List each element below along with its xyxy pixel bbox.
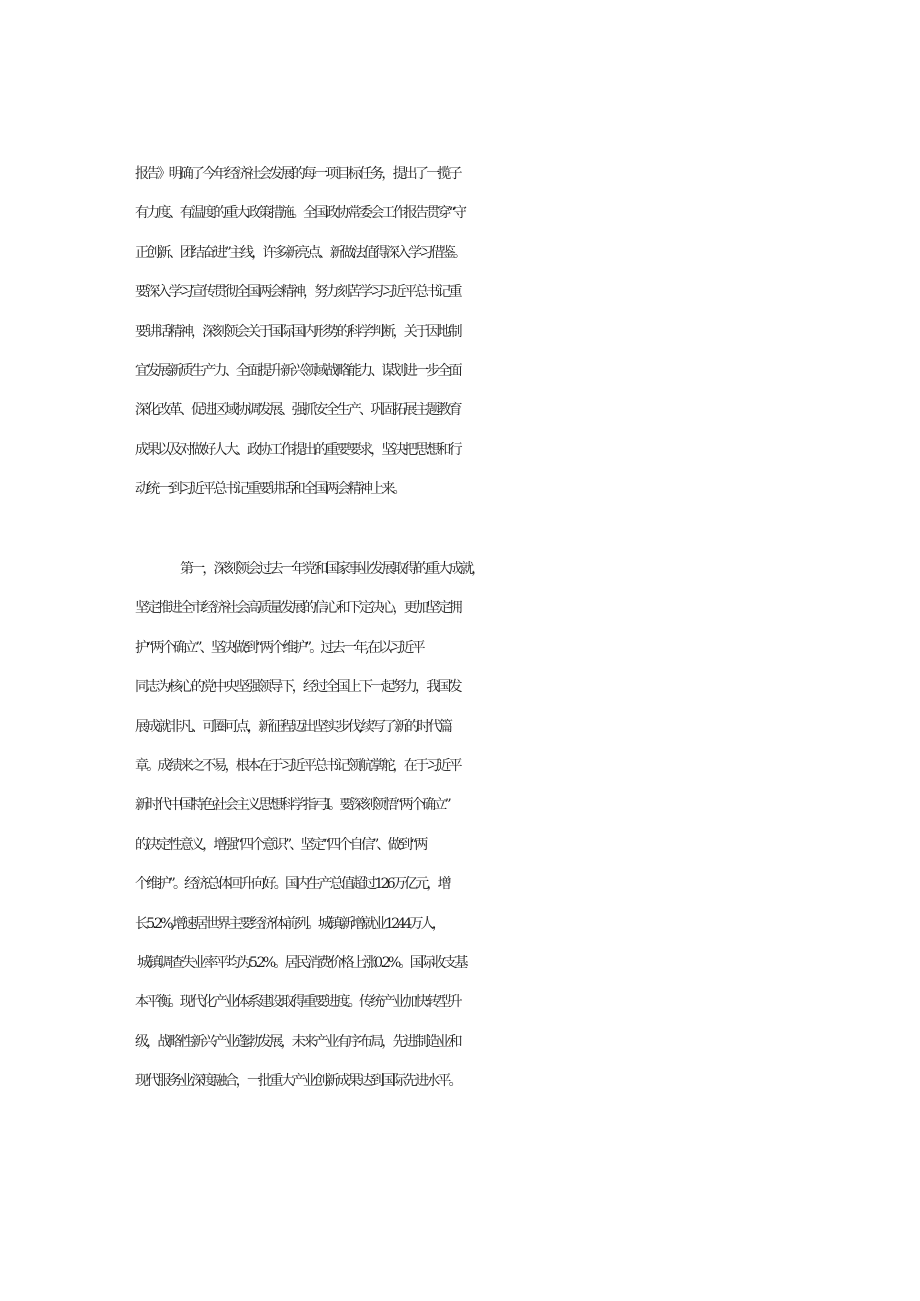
text-line: 动统一到习近平总书记重要讲话和全国两会精神上来。 <box>135 481 404 498</box>
text-line: 正创新、团结奋进”主线，许多新亮点、新做法值得深入学习借鉴。 <box>135 244 465 261</box>
text-line: 城镇调查失业率平均为5.2%。居民消费价格上涨0.2%。国际收支基 <box>137 954 466 971</box>
text-line: 级，战略性新兴产业蓬勃发展，未来产业有序布局，先进制造业和 <box>135 1033 460 1050</box>
text-line: 要深入学习宣传贯彻全国两会精神，努力刻苦学习习近平总书记重 <box>135 284 460 301</box>
text-line: 宜发展新质生产力、全面提升新兴领域战略能力、谋划进一步全面 <box>135 362 460 379</box>
text-line: 同志为核心的党中央坚强领导下，经过全国上下一起努力，我国发 <box>135 679 460 696</box>
paragraph-first-point <box>0 550 920 1101</box>
text-line: 的决定性意义，增强“四个意识”、坚定“四个自信”、做到“两 <box>135 836 426 853</box>
text-line-indented: 第一，深刻领会过去一年党和国家事业发展取得的重大成就， <box>180 561 483 577</box>
text-line: 长5.2%,增速居世界主要经济体前列。城镇新增就业1244万人， <box>135 915 444 932</box>
text-line: 要讲话精神，深刻领会关于国际国内形势的科学判断，关于因地制 <box>135 323 460 340</box>
text-line: 现代服务业深度融合，一批重大产业创新成果达到国际先进水平。 <box>135 1073 460 1090</box>
text-line: 新时代中国特色社会主义思想科学指弓I。要深刻领悟“两个确立” <box>135 797 449 814</box>
text-line: 展成就非凡、可圈可点，新征程迈出坚实步伐,续写了新的时代篇 <box>135 718 451 735</box>
text-line: 章。成绩来之不易，根本在于习近平总书记领航掌舵，在于习近平 <box>135 757 460 774</box>
text-line: 有力度、有温度的重大政策措施。全国政协常委会工作报告贯穿“守 <box>135 205 465 222</box>
text-line: 本平衡。现代化产业体系建设取得重要进度。传统产业加快转型升 <box>135 994 460 1011</box>
text-line: 个维护”。经济总体回升向好。国内生产总值超过126万亿元，增 <box>135 876 449 893</box>
text-line: 护“两个确立”、坚决做到“两个维护”。过去一年,在以习近平 <box>135 639 423 656</box>
text-line: 深化改革、促进区域协调发展、强抓安全生产、巩固拓展主题教育 <box>135 402 460 419</box>
paragraph-continuation <box>0 155 920 510</box>
text-line: 坚定推进全市经济社会高质量发展的信心和下定决心，更加坚定拥 <box>135 600 460 617</box>
text-line: 报告》明确了今年经济社会发展的每一项目标任务，提出了一揽子 <box>135 166 460 182</box>
text-line: 成果以及对做好人大、政协工作提出的重要要求，坚决把思想和行 <box>135 441 460 458</box>
